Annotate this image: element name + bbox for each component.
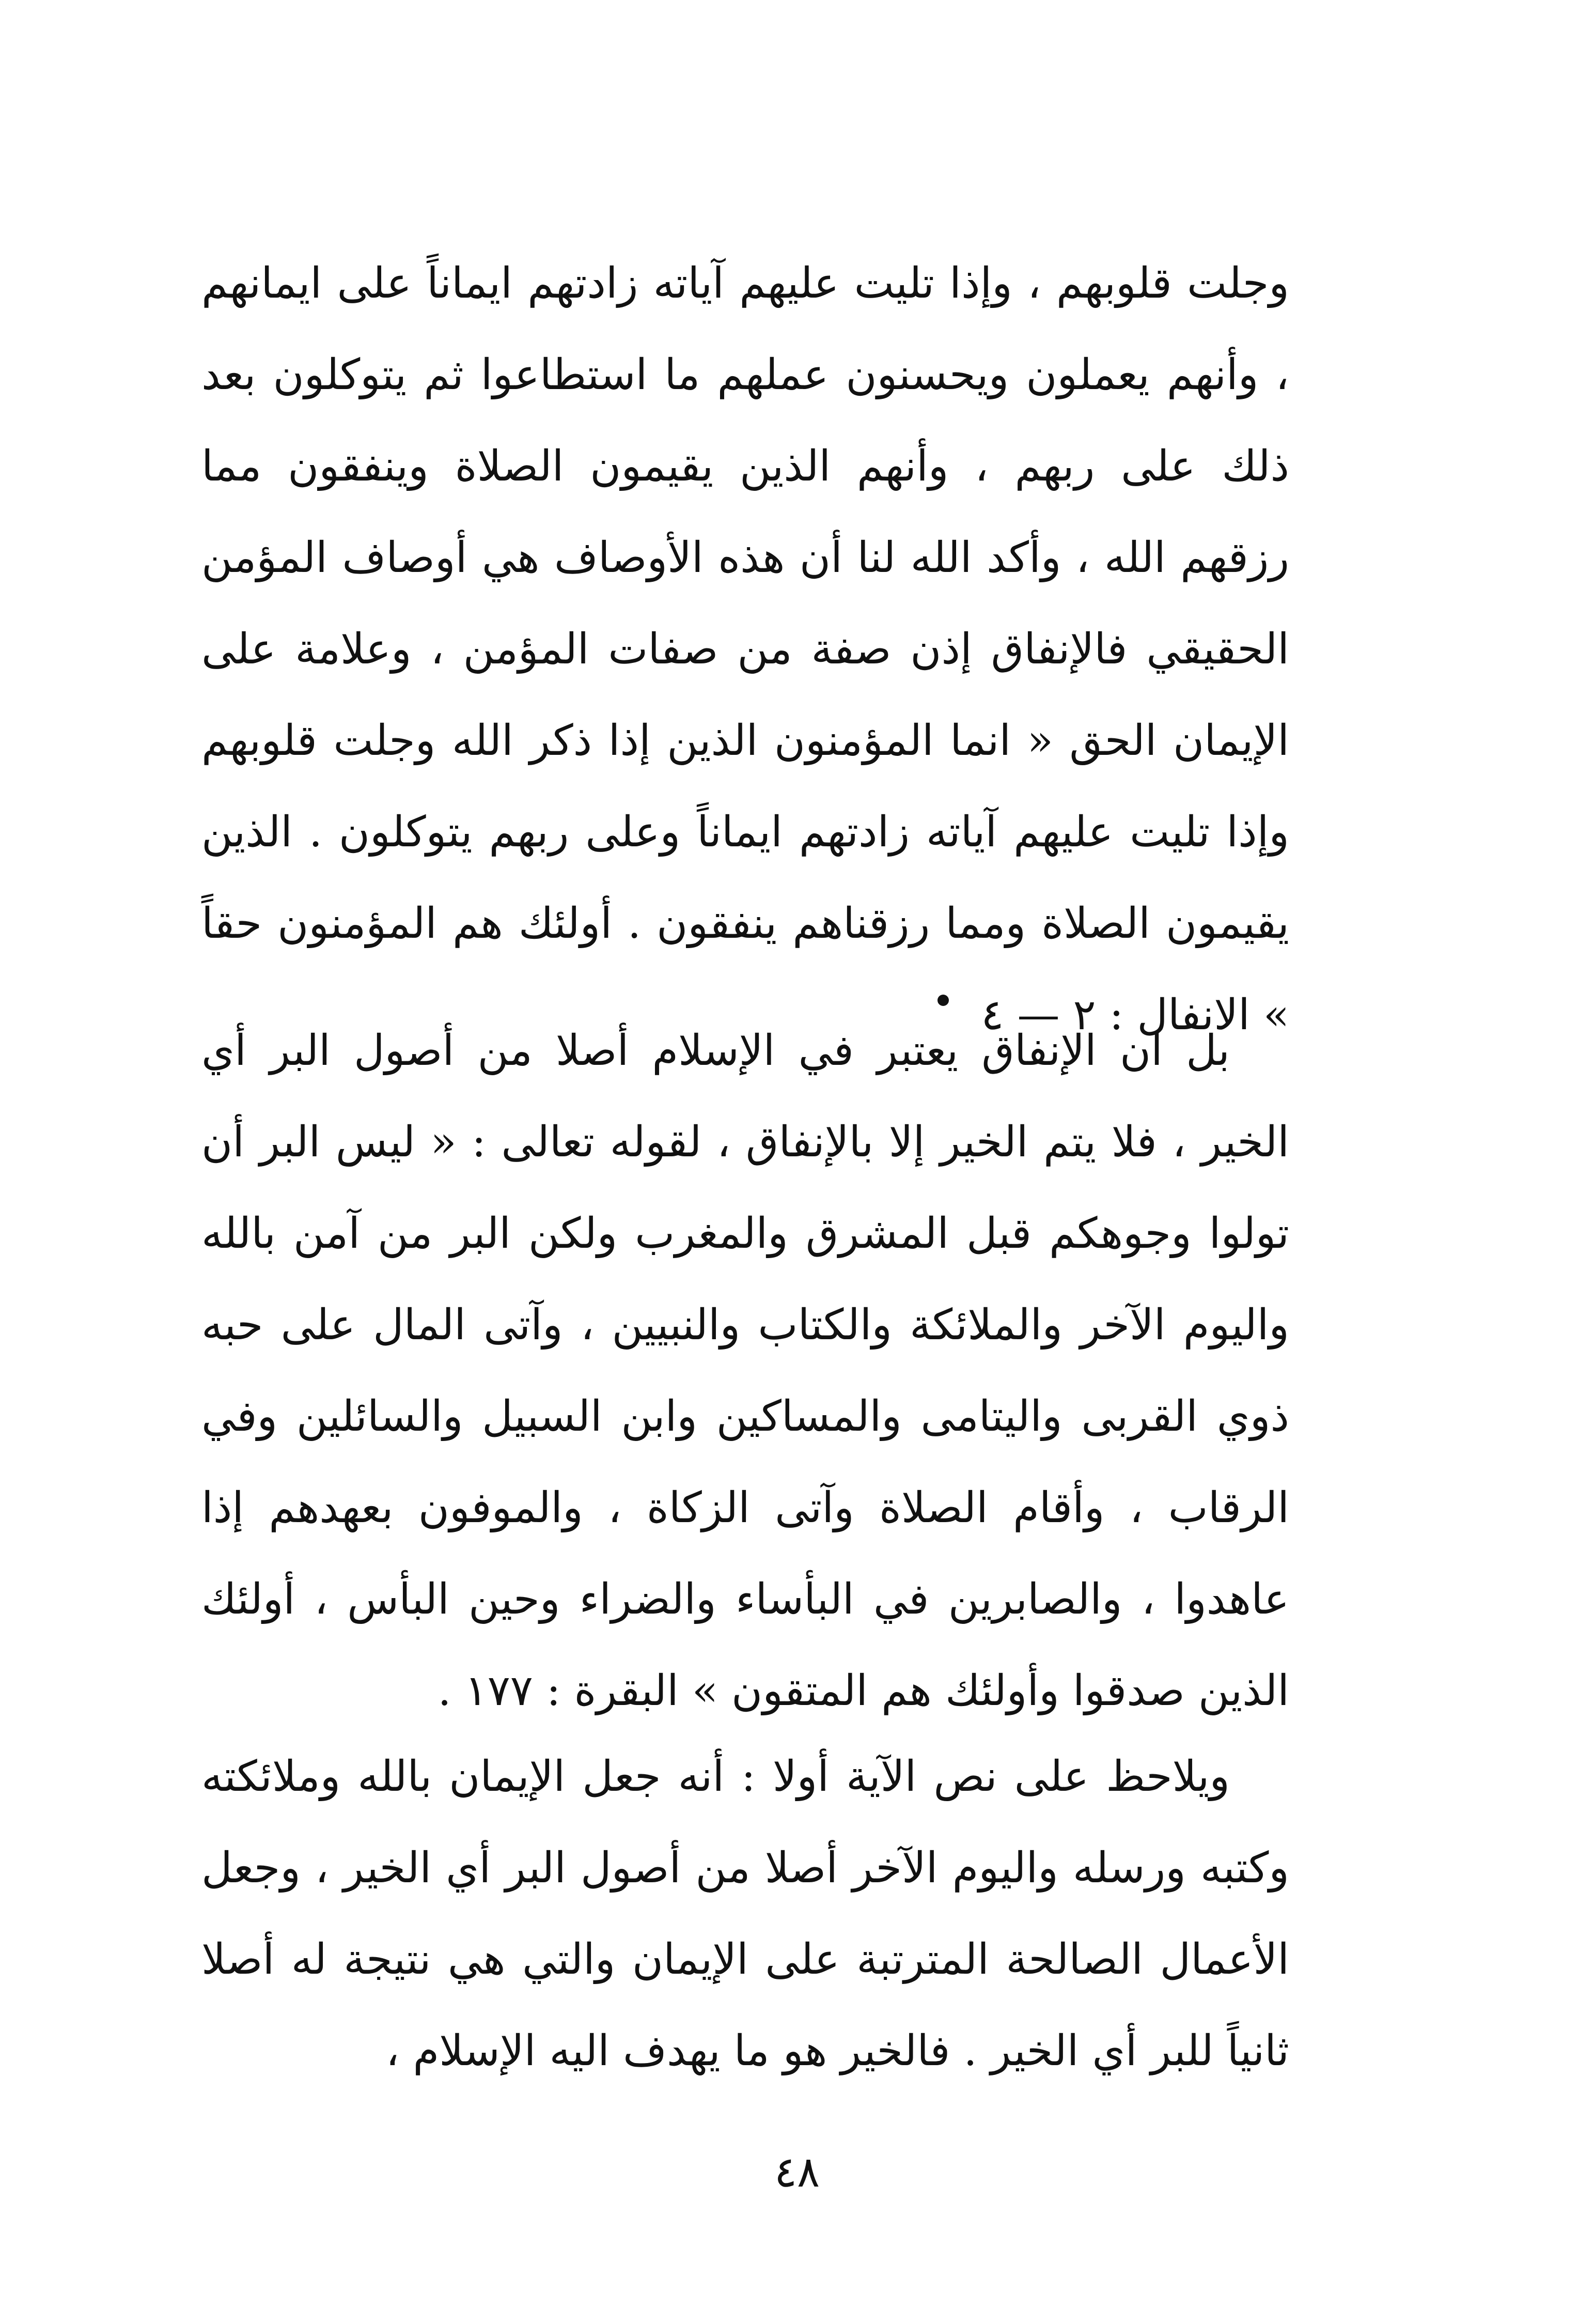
page-number: ٤٨ xyxy=(774,2148,820,2197)
paragraph-separator-dot xyxy=(937,995,949,1006)
paragraph-1: وجلت قلوبهم ، وإذا تليت عليهم آياته زادتهم ايماناً على ايمانهم ، وأنهم يعملون ويحسنون عملهم ما استطاعوا ثم يتوكلون بعد ذلك على ربهم ، وأنهم الذين يقيمون الصلاة وينفقون مما رزقهم الله ، وأكد الله لنا أن هذه الأوصاف هي أوصاف المؤمن الحقيقي فالإنفاق إذن صفة من صفات المؤمن ، وعلامة على الإيمان الحق « انما المؤمنون الذين إذا ذكر الله وجلت قلوبهم وإذا تليت عليهم آياته زادتهم ايماناً وعلى ربهم يتوكلون . الذين يقيمون الصلاة ومما رزقناهم ينفقون . أولئك هم المؤمنون حقاً » الانفال : ٢ — ٤ xyxy=(201,259,1289,1040)
paragraph-2-block xyxy=(201,1005,1289,1737)
paragraph-2: بل ان الإنفاق يعتبر في الإسلام أصلا من أصول البر أي الخير ، فلا يتم الخير إلا بالإنفاق ، لقوله تعالى : « ليس البر أن تولوا وجوهكم قبل المشرق والمغرب ولكن البر من آمن بالله واليوم الآخر والملائكة والكتاب والنبيين ، وآتى المال على حبه ذوي القربى واليتامى والمساكين وابن السبيل والسائلين وفي الرقاب ، وأقام الصلاة وآتى الزكاة ، والموفون بعهدهم إذا عاهدوا ، والصابرين في البأساء والضراء وحين البأس ، أولئك الذين صدقوا وأولئك هم المتقون » البقرة : ١٧٧ . xyxy=(201,1026,1289,1715)
paragraph-1-block xyxy=(201,238,1289,1061)
paragraph-3: ويلاحظ على نص الآية أولا : أنه جعل الإيمان بالله وملائكته وكتبه ورسله واليوم الآخر أصلا من أصول البر أي الخير ، وجعل الأعمال الصالحة المترتبة على الإيمان والتي هي نتيجة له أصلا ثانياً للبر أي الخير . فالخير هو ما يهدف اليه الإسلام ، xyxy=(201,1752,1289,2075)
paragraph-3-block xyxy=(201,1731,1289,2097)
